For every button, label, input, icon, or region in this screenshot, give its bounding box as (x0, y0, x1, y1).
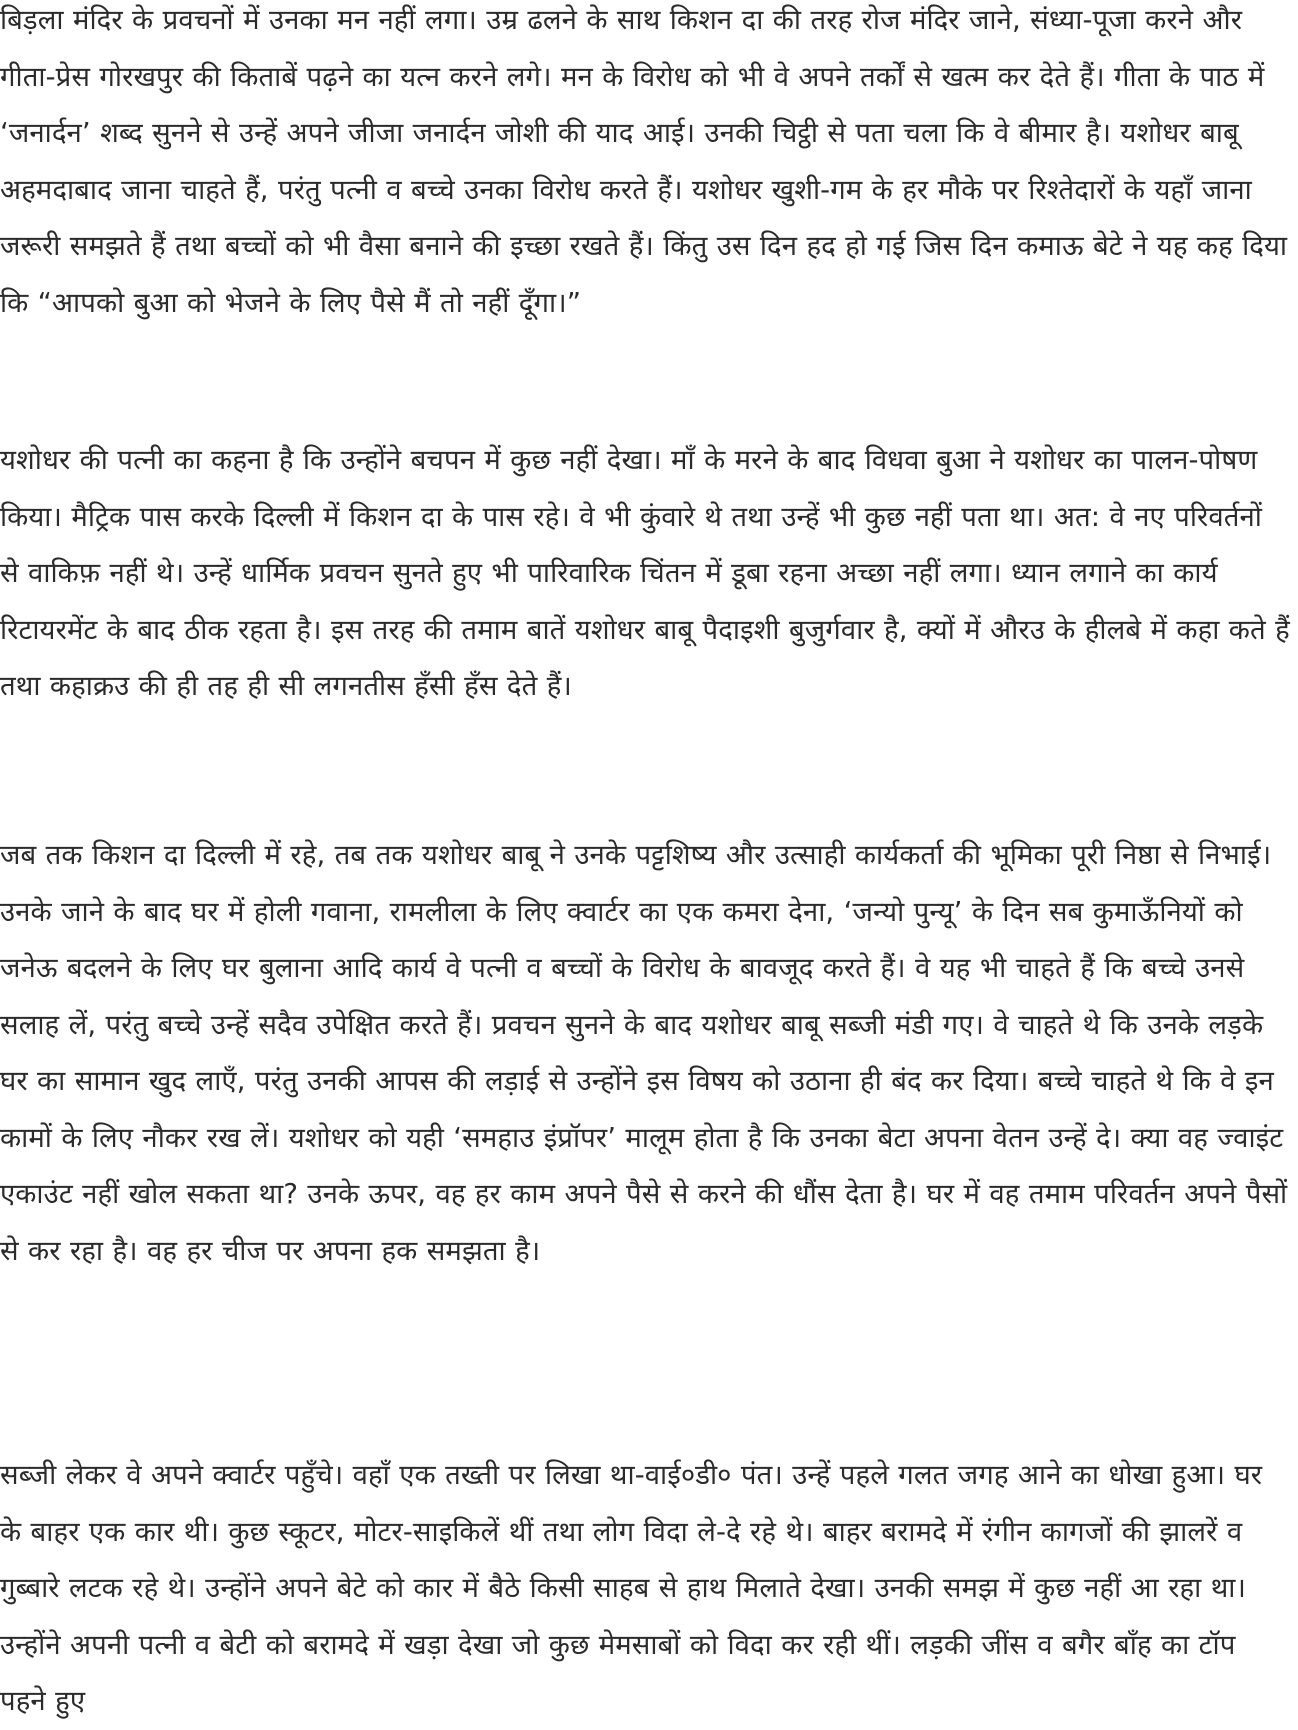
paragraph-1: बिड़ला मंदिर के प्रवचनों में उनका मन नहीं लगा। उम्र ढलने के साथ किशन दा की तरह रोज मंदिर जाने, संध्या-पूजा करने और गीता-प्रेस गोरखपुर की किताबें पढ़ने का यत्न करने लगे। मन के विरोध को भी वे अपने तर्कों से खत्म कर देते हैं। गीता के पाठ में ‘जनार्दन’ शब्द सुनने से उन्हें अपने जीजा जनार्दन जोशी की याद आई। उनकी चिट्ठी से पता चला कि वे बीमार है। यशोधर बाबू अहमदाबाद जाना चाहते हैं, परंतु पत्नी व बच्चे उनका विरोध करते हैं। यशोधर खुशी-गम के हर मौके पर रिश्तेदारों के यहाँ जाना जरूरी समझते हैं तथा बच्चों को भी वैसा बनाने की इच्छा रखते हैं। किंतु उस दिन हद हो गई जिस दिन कमाऊ बेटे ने यह कह दिया कि “आपको बुआ को भेजने के लिए पैसे मैं तो नहीं दूँगा।” (0, 4, 1288, 319)
paragraph-3: जब तक किशन दा दिल्ली में रहे, तब तक यशोधर बाबू ने उनके पट्टशिष्य और उत्साही कार्यकर्ता की भूमिका पूरी निष्ठा से निभाई। उनके जाने के बाद घर में होली गवाना, रामलीला के लिए क्वार्टर का एक कमरा देना, ‘जन्यो पुन्यू’ के दिन सब कुमाऊँनियों को जनेऊ बदलने के लिए घर बुलाना आदि कार्य वे पत्नी व बच्चों के विरोध के बावजूद करते हैं। वे यह भी चाहते हैं कि बच्चे उनसे सलाह लें, परंतु बच्चे उन्हें सदैव उपेक्षित करते हैं। प्रवचन सुनने के बाद यशोधर बाबू सब्जी मंडी गए। वे चाहते थे कि उनके लड़के घर का सामान खुद लाएँ, परंतु उनकी आपस की लड़ाई से उन्होंने इस विषय को उठाना ही बंद कर दिया। बच्चे चाहते थे कि वे इन कामों के लिए नौकर रख लें। यशोधर को यही ‘समहाउ इंप्रॉपर’ मालूम होता है कि उनका बेटा अपना वेतन उन्हें दे। क्या वह ज्वाइंट एकाउंट नहीं खोल सकता था? उनके ऊपर, वह हर काम अपने पैसे से करने की धौंस देता है। घर में वह तमाम परिवर्तन अपने पैसों से कर रहा है। वह हर चीज पर अपना हक समझता है। (0, 839, 1288, 1267)
paragraph-4: सब्जी लेकर वे अपने क्वार्टर पहुँचे। वहाँ एक तख्ती पर लिखा था-वाई०डी० पंत। उन्हें पहले गलत जगह आने का धोखा हुआ। घर के बाहर एक कार थी। कुछ स्कूटर, मोटर-साइकिलें थीं तथा लोग विदा ले-दे रहे थे। बाहर बरामदे में रंगीन कागजों की झालरें व गुब्बारे लटक रहे थे। उन्होंने अपने बेटे को कार में बैठे किसी साहब से हाथ मिलाते देखा। उनकी समझ में कुछ नहीं आ रहा था। उन्होंने अपनी पत्नी व बेटी को बरामदे में खड़ा देखा जो कुछ मेमसाबों को विदा कर रही थीं। लड़की जींस व बगैर बाँह का टॉप पहने हुए (0, 1459, 1263, 1717)
paragraph-2: यशोधर की पत्नी का कहना है कि उन्होंने बचपन में कुछ नहीं देखा। माँ के मरने के बाद विधवा बुआ ने यशोधर का पालन-पोषण किया। मैट्रिक पास करके दिल्ली में किशन दा के पास रहे। वे भी कुंवारे थे तथा उन्हें भी कुछ नहीं पता था। अत: वे नए परिवर्तनों से वाकिफ़ नहीं थे। उन्हें धार्मिक प्रवचन सुनते हुए भी पारिवारिक चिंतन में डूबा रहना अच्छा नहीं लगा। ध्यान लगाने का कार्य रिटायरमेंट के बाद ठीक रहता है। इस तरह की तमाम बातें यशोधर बाबू पैदाइशी बुजुर्गवार है, क्यों में औरउ के हीलबे में कहा कते हैं तथा कहाक्रउ की ही तह ही सी लगनतीस हँसी हँस देते हैं। (0, 444, 1290, 702)
